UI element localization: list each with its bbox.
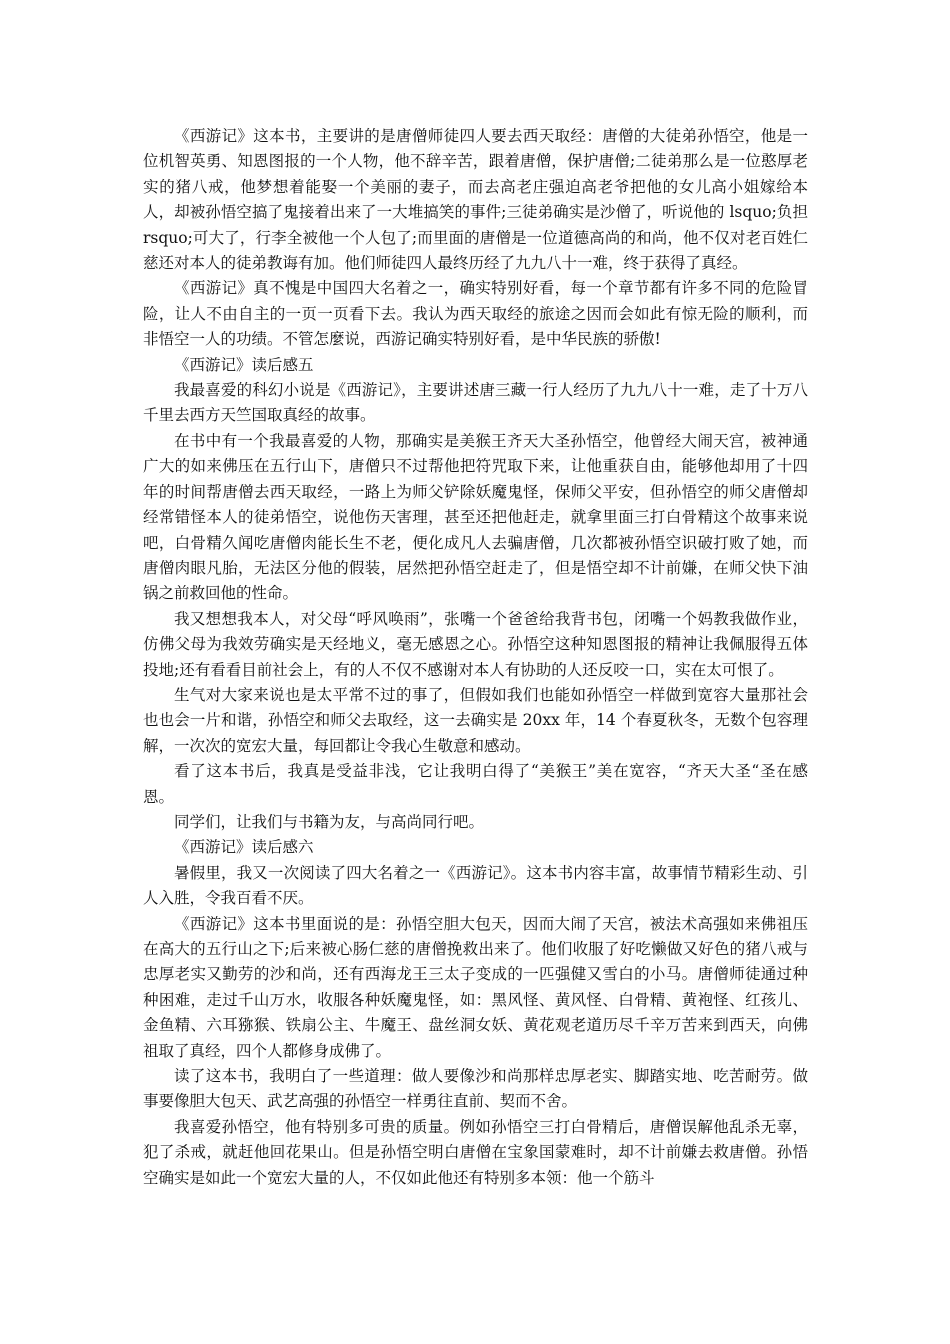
paragraph: 在书中有一个我最喜爱的人物，那确实是美猴王齐天大圣孙悟空，他曾经大闹天宫，被神通广大的如来佛压在五行山下，唐僧只不过帮他把符咒取下来，让他重获自由，能够他却用了十四年的时间帮唐僧去西天取经，一路上为师父铲除妖魔鬼怪，保师父平安，但孙悟空的师父唐僧却经常错怪本人的徒弟悟空，说他伤天害理，甚至还把他赶走，就拿里面三打白骨精这个故事来说吧，白骨精久闻吃唐僧肉能长生不老，便化成凡人去骗唐僧，几次都被孙悟空识破打败了她，而唐僧肉眼凡胎，无法区分他的假装，居然把孙悟空赶走了，但是悟空却不计前嫌，在师父快下油锅之前救回他的性命。: [143, 431, 808, 603]
section-heading: 《西游记》读后感六: [174, 838, 314, 857]
paragraph: 《西游记》这本书里面说的是：孙悟空胆大包天，因而大闹了天宫，被法术高强如来佛祖压在高大的五行山之下;后来被心肠仁慈的唐僧挽救出来了。他们收服了好吃懒做又好色的猪八戒与忠厚老实又勤劳的沙和尚，还有西海龙王三太子变成的一匹强健又雪白的小马。唐僧师徒通过种种困难，走过千山万水，收服各种妖魔鬼怪，如：黑风怪、黄风怪、白骨精、黄袍怪、红孩儿、金鱼精、六耳猕猴、铁扇公主、牛魔王、盘丝洞女妖、黄花观老道历尽千辛万苦来到西天，向佛祖取了真经，四个人都修身成佛了。: [143, 914, 808, 1060]
paragraph: 《西游记》这本书，主要讲的是唐僧师徒四人要去西天取经：唐僧的大徒弟孙悟空，他是一位机智英勇、知恩图报的一个人物，他不辞辛苦，跟着唐僧，保护唐僧;二徒弟那么是一位憨厚老实的猪八戒，他梦想着能娶一个美丽的妻子，而去高老庄强迫高老爷把他的女儿高小姐嫁给本人，却被孙悟空搞了鬼接着出来了一大堆搞笑的事件;三徒弟确实是沙僧了，听说他的 lsquo;负担 rsquo;可大了，行李全被他一个人包了;而里面的唐僧是一位道德高尚的和尚，他不仅对老百姓仁慈还对本人的徒弟教诲有加。他们师徒四人最终历经了九九八十一难，终于获得了真经。: [143, 127, 808, 273]
document-body: [143, 124, 808, 1191]
paragraph: 暑假里，我又一次阅读了四大名着之一《西游记》。这本书内容丰富，故事情节精彩生动、引人入胜，令我百看不厌。: [143, 863, 808, 908]
paragraph: 生气对大家来说也是太平常不过的事了，但假如我们也能如孙悟空一样做到宽容大量那社会也也会一片和谐，孙悟空和师父去取经，这一去确实是 20xx 年，14 个春夏秋冬，无数个包容理解，一次次的宽宏大量，每回都让令我心生敬意和感动。: [143, 685, 808, 755]
paragraph: 同学们，让我们与书籍为友，与高尚同行吧。: [174, 812, 485, 831]
paragraph: 我又想想我本人，对父母“呼风唤雨”，张嘴一个爸爸给我背书包，闭嘴一个妈教我做作业，仿佛父母为我效劳确实是天经地义，毫无感恩之心。孙悟空这种知恩图报的精神让我佩服得五体投地;还有看看目前社会上，有的人不仅不感谢对本人有协助的人还反咬一口，实在太可恨了。: [143, 609, 808, 679]
paragraph: 我最喜爱的科幻小说是《西游记》，主要讲述唐三藏一行人经历了九九八十一难，走了十万八千里去西方天竺国取真经的故事。: [143, 381, 808, 425]
paragraph: 读了这本书，我明白了一些道理：做人要像沙和尚那样忠厚老实、脚踏实地、吃苦耐劳。做事要像胆大包天、武艺高强的孙悟空一样勇往直前、契而不舍。: [143, 1067, 808, 1111]
paragraph: 看了这本书后，我真是受益非浅，它让我明白得了“美猴王”美在宽容，“齐天大圣“圣在感恩。: [143, 762, 808, 806]
paragraph: 我喜爱孙悟空，他有特别多可贵的质量。例如孙悟空三打白骨精后，唐僧误解他乱杀无辜，犯了杀戒，就赶他回花果山。但是孙悟空明白唐僧在宝象国蒙难时，却不计前嫌去救唐僧。孙悟空确实是如此一个宽宏大量的人，不仅如此他还有特别多本领：他一个筋斗: [143, 1117, 808, 1187]
section-heading: 《西游记》读后感五: [174, 355, 314, 374]
paragraph: 《西游记》真不愧是中国四大名着之一，确实特别好看，每一个章节都有许多不同的危险冒险，让人不由自主的一页一页看下去。我认为西天取经的旅途之因而会如此有惊无险的顺利，而非悟空一人的功绩。不管怎麼说，西游记确实特别好看，是中华民族的骄傲!: [143, 279, 808, 349]
